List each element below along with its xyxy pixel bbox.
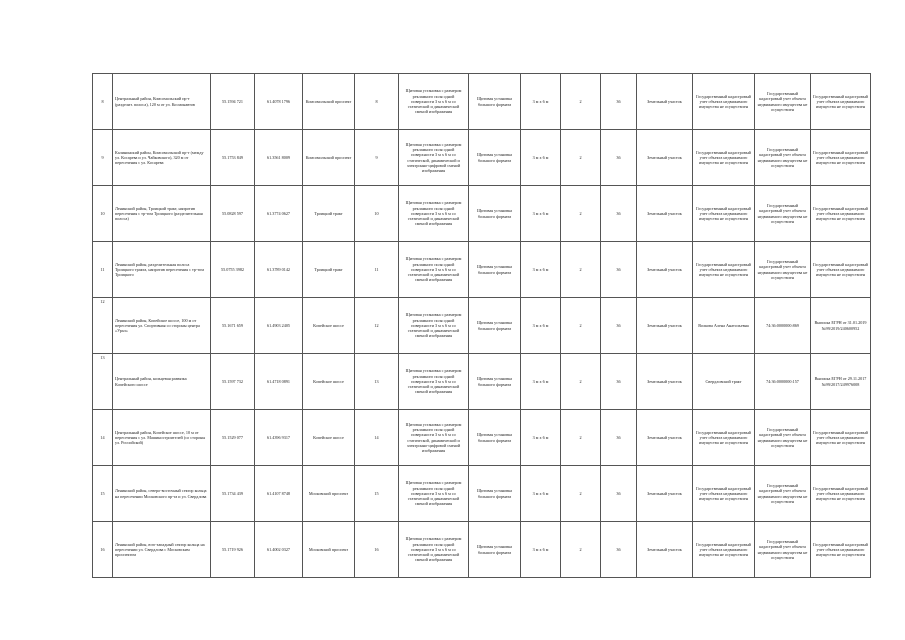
surface-count-cell: 2 <box>561 74 601 130</box>
row-number: 16 <box>93 522 113 578</box>
row-number: 15 <box>93 466 113 522</box>
ad-structures-table <box>92 73 871 578</box>
street-cell: Копейское шоссе <box>303 410 355 466</box>
longitude-cell: 61.3789 0142 <box>255 242 303 298</box>
size-cell: 3 м x 6 м <box>521 466 561 522</box>
address-cell: Центральный район, Копейское шоссе, 10 м от пересечения с ул. Машиностроителей (со стороны ул. Российской) <box>113 410 211 466</box>
longitude-cell: 61.3561 8009 <box>255 130 303 186</box>
longitude-cell: 61.4107 8748 <box>255 466 303 522</box>
street-cell: Троицкий тракт <box>303 186 355 242</box>
right-document-cell: Государственный кадастровый учет объекта недвижимого имущества не осуществлен <box>811 242 871 298</box>
side-number-cell: 9 <box>355 130 399 186</box>
land-type-cell: Земельный участок <box>637 242 693 298</box>
size-cell: 3 м x 6 м <box>521 522 561 578</box>
latitude-cell: 55.1734 439 <box>211 466 255 522</box>
latitude-cell: 55.1597 732 <box>211 354 255 410</box>
cadastral-cell: Государственный кадастровый учет объекта недвижимого имущества не осуществлен <box>755 130 811 186</box>
side-number-cell: 14 <box>355 410 399 466</box>
longitude-cell: 61.4903 2405 <box>255 298 303 354</box>
area-cell: 36 <box>601 466 637 522</box>
side-number-cell: 11 <box>355 242 399 298</box>
street-cell: Комсомольский проспект <box>303 74 355 130</box>
land-type-cell: Земельный участок <box>637 466 693 522</box>
table-row <box>93 186 871 242</box>
table-body <box>93 74 871 578</box>
cadastral-cell: Государственный кадастровый учет объекта недвижимого имущества не осуществлен <box>755 242 811 298</box>
right-document-cell: Государственный кадастровый учет объекта недвижимого имущества не осуществлен <box>811 74 871 130</box>
area-cell: 36 <box>601 130 637 186</box>
right-document-cell: Государственный кадастровый учет объекта недвижимого имущества не осуществлен <box>811 466 871 522</box>
address-cell: Калининский район, Комсомольский пр-т (между ул. Косарева и ул. Чайковского), 320 м от пересечения с ул. Косарева <box>113 130 211 186</box>
structure-type-cell: Щитовая установка с размером рекламного поля одной поверхности 3 м x 6 м со статической и динамической сменой изображения <box>399 522 469 578</box>
construction-cell: Щитовая установка большого формата <box>469 410 521 466</box>
longitude-cell: 61.4002 0327 <box>255 522 303 578</box>
right-document-cell: Государственный кадастровый учет объекта недвижимого имущества не осуществлен <box>811 186 871 242</box>
construction-cell: Щитовая установка большого формата <box>469 130 521 186</box>
land-type-cell: Земельный участок <box>637 410 693 466</box>
address-cell: Ленинский район, юго-западный сектор кольца на пересечении ул. Свердлова с Московским проспектом <box>113 522 211 578</box>
structure-type-cell: Щитовая установка с размером рекламного поля одной поверхности 3 м x 6 м со статической и динамической сменой изображения <box>399 242 469 298</box>
surface-count-cell: 2 <box>561 186 601 242</box>
row-number: 8 <box>93 74 113 130</box>
area-cell: 36 <box>601 186 637 242</box>
right-document-cell: Выписка ЕГРН от 31.01.2019 №99/2019/240600952 <box>811 298 871 354</box>
table-row <box>93 466 871 522</box>
size-cell: 3 м x 6 м <box>521 242 561 298</box>
surface-count-cell: 2 <box>561 242 601 298</box>
construction-cell: Щитовая установка большого формата <box>469 74 521 130</box>
right-document-cell: Государственный кадастровый учет объекта недвижимого имущества не осуществлен <box>811 410 871 466</box>
land-type-cell: Земельный участок <box>637 522 693 578</box>
owner-cell: Волкова Алена Анатольевна <box>693 298 755 354</box>
land-type-cell: Земельный участок <box>637 298 693 354</box>
owner-cell: Государственный кадастровый учет объекта недвижимого имущества не осуществлен <box>693 522 755 578</box>
latitude-cell: 55.0755 3982 <box>211 242 255 298</box>
size-cell: 3 м x 6 м <box>521 354 561 410</box>
latitude-cell: 55.1753 849 <box>211 130 255 186</box>
cadastral-cell: 74:36:0000000:157 <box>755 354 811 410</box>
latitude-cell: 55.1529 077 <box>211 410 255 466</box>
construction-cell: Щитовая установка большого формата <box>469 242 521 298</box>
latitude-cell: 55.0828 597 <box>211 186 255 242</box>
longitude-cell: 61.4718 0891 <box>255 354 303 410</box>
owner-cell: Государственный кадастровый учет объекта недвижимого имущества не осуществлен <box>693 410 755 466</box>
owner-cell: Свердловский тракт <box>693 354 755 410</box>
table-row <box>93 522 871 578</box>
owner-cell: Государственный кадастровый учет объекта недвижимого имущества не осуществлен <box>693 186 755 242</box>
cadastral-cell: Государственный кадастровый учет объекта недвижимого имущества не осуществлен <box>755 74 811 130</box>
land-type-cell: Земельный участок <box>637 354 693 410</box>
structure-type-cell: Щитовая установка с размером рекламного поля одной поверхности 3 м x 6 м со статической и динамической сменой изображения <box>399 354 469 410</box>
side-number-cell: 12 <box>355 298 399 354</box>
address-cell: Центральный район, кольцевая развязка Копейского шоссе <box>113 354 211 410</box>
owner-cell: Государственный кадастровый учет объекта недвижимого имущества не осуществлен <box>693 130 755 186</box>
area-cell: 36 <box>601 354 637 410</box>
row-number: 11 <box>93 242 113 298</box>
latitude-cell: 55.1594 721 <box>211 74 255 130</box>
surface-count-cell: 2 <box>561 130 601 186</box>
surface-count-cell: 2 <box>561 298 601 354</box>
street-cell: Копейское шоссе <box>303 298 355 354</box>
table-row <box>93 130 871 186</box>
street-cell: Комсомольский проспект <box>303 130 355 186</box>
structure-type-cell: Щитовая установка с размером рекламного поля одной поверхности 3 м x 6 м со статической, динамической и электронно-цифровой сменой изображения <box>399 410 469 466</box>
address-cell: Центральный район, Комсомольский пр-т (разделит. полоса), 120 м от ул. Космонавтов <box>113 74 211 130</box>
right-document-cell: Выписка ЕГРН от 29.11.2017 №99/2017/249976008 <box>811 354 871 410</box>
cadastral-cell: 74:36:0000000:869 <box>755 298 811 354</box>
side-number-cell: 8 <box>355 74 399 130</box>
construction-cell: Щитовая установка большого формата <box>469 298 521 354</box>
cadastral-cell: Государственный кадастровый учет объекта недвижимого имущества не осуществлен <box>755 466 811 522</box>
owner-cell: Государственный кадастровый учет объекта недвижимого имущества не осуществлен <box>693 74 755 130</box>
area-cell: 36 <box>601 410 637 466</box>
latitude-cell: 55.1671 659 <box>211 298 255 354</box>
table-row <box>93 354 871 410</box>
table-row <box>93 74 871 130</box>
address-cell: Ленинский район, Троицкий тракт, напротив пересечения с тр-том Троицкого (разделительная полоса) <box>113 186 211 242</box>
surface-count-cell: 2 <box>561 354 601 410</box>
surface-count-cell: 2 <box>561 410 601 466</box>
row-number: 13 <box>93 354 113 410</box>
area-cell: 36 <box>601 74 637 130</box>
address-cell: Ленинский район, Копейское шоссе, 100 м от пересечения ул. Спортивная со стороны центра «Урал» <box>113 298 211 354</box>
construction-cell: Щитовая установка большого формата <box>469 466 521 522</box>
street-cell: Московский проспект <box>303 466 355 522</box>
right-document-cell: Государственный кадастровый учет объекта недвижимого имущества не осуществлен <box>811 522 871 578</box>
table-row <box>93 410 871 466</box>
structure-type-cell: Щитовая установка с размером рекламного поля одной поверхности 3 м x 6 м со статической и динамической сменой изображения <box>399 298 469 354</box>
cadastral-cell: Государственный кадастровый учет объекта недвижимого имущества не осуществлен <box>755 186 811 242</box>
address-cell: Ленинский район, разделительная полоса Троицкого тракта, напротив пересечения с тр-том Троицкого <box>113 242 211 298</box>
land-type-cell: Земельный участок <box>637 186 693 242</box>
row-number: 9 <box>93 130 113 186</box>
construction-cell: Щитовая установка большого формата <box>469 186 521 242</box>
structure-type-cell: Щитовая установка с размером рекламного поля одной поверхности 3 м x 6 м со статической и динамической сменой изображения <box>399 466 469 522</box>
area-cell: 36 <box>601 298 637 354</box>
side-number-cell: 13 <box>355 354 399 410</box>
size-cell: 3 м x 6 м <box>521 298 561 354</box>
surface-count-cell: 2 <box>561 522 601 578</box>
construction-cell: Щитовая установка большого формата <box>469 522 521 578</box>
table-row <box>93 298 871 354</box>
cadastral-cell: Государственный кадастровый учет объекта недвижимого имущества не осуществлен <box>755 410 811 466</box>
table-row <box>93 242 871 298</box>
structure-type-cell: Щитовая установка с размером рекламного поля одной поверхности 3 м x 6 м со статической и динамической сменой изображения <box>399 74 469 130</box>
longitude-cell: 61.4078 1796 <box>255 74 303 130</box>
size-cell: 3 м x 6 м <box>521 186 561 242</box>
owner-cell: Государственный кадастровый учет объекта недвижимого имущества не осуществлен <box>693 242 755 298</box>
side-number-cell: 10 <box>355 186 399 242</box>
structure-type-cell: Щитовая установка с размером рекламного поля одной поверхности 3 м x 6 м со статической и динамической сменой изображения <box>399 186 469 242</box>
street-cell: Копейское шоссе <box>303 354 355 410</box>
side-number-cell: 16 <box>355 522 399 578</box>
row-number: 12 <box>93 298 113 354</box>
owner-cell: Государственный кадастровый учет объекта недвижимого имущества не осуществлен <box>693 466 755 522</box>
area-cell: 36 <box>601 242 637 298</box>
longitude-cell: 61.3774 0627 <box>255 186 303 242</box>
row-number: 14 <box>93 410 113 466</box>
latitude-cell: 55.1719 926 <box>211 522 255 578</box>
street-cell: Троицкий тракт <box>303 242 355 298</box>
area-cell: 36 <box>601 522 637 578</box>
right-document-cell: Государственный кадастровый учет объекта недвижимого имущества не осуществлен <box>811 130 871 186</box>
side-number-cell: 15 <box>355 466 399 522</box>
size-cell: 3 м x 6 м <box>521 130 561 186</box>
size-cell: 3 м x 6 м <box>521 410 561 466</box>
address-cell: Ленинский район, северо-восточный сектор кольца на пересечении Московского пр-та и ул. Свердлова <box>113 466 211 522</box>
surface-count-cell: 2 <box>561 466 601 522</box>
street-cell: Московский проспект <box>303 522 355 578</box>
size-cell: 3 м x 6 м <box>521 74 561 130</box>
cadastral-cell: Государственный кадастровый учет объекта недвижимого имущества не осуществлен <box>755 522 811 578</box>
longitude-cell: 61.4396 9317 <box>255 410 303 466</box>
row-number: 10 <box>93 186 113 242</box>
structure-type-cell: Щитовая установка с размером рекламного поля одной поверхности 3 м x 6 м со статической, динамической и электронно-цифровой сменой изображения <box>399 130 469 186</box>
land-type-cell: Земельный участок <box>637 74 693 130</box>
construction-cell: Щитовая установка большого формата <box>469 354 521 410</box>
land-type-cell: Земельный участок <box>637 130 693 186</box>
